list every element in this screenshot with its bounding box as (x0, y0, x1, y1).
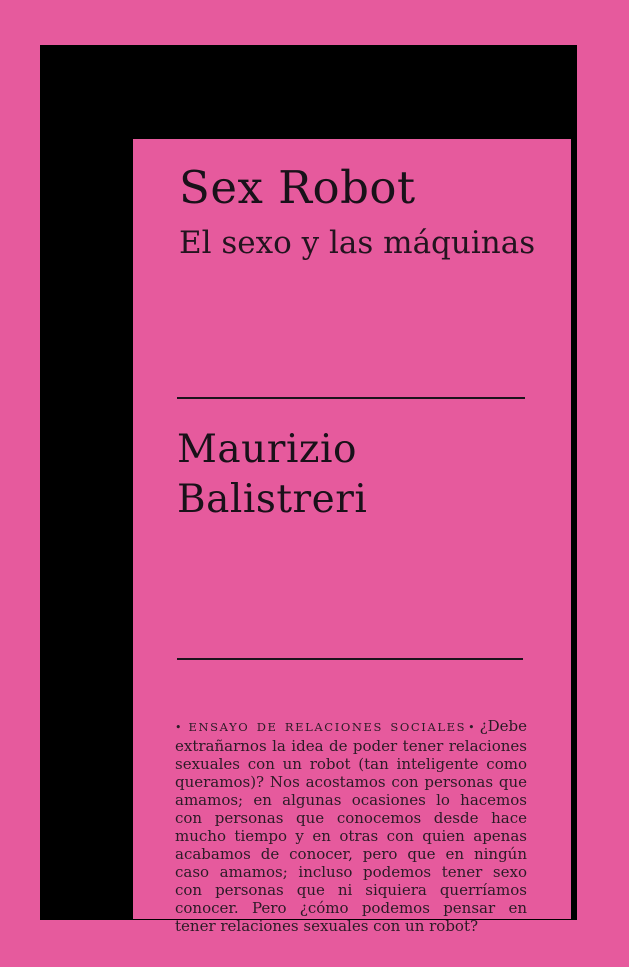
black-border-frame (40, 45, 577, 935)
back-blurb (175, 717, 527, 935)
series-bullet-icon: • (468, 721, 475, 734)
author-name-line1: Maurizio (177, 427, 357, 472)
series-bullet-icon: • (175, 721, 182, 734)
book-subtitle: El sexo y las máquinas (179, 225, 536, 261)
inner-cover-panel (133, 139, 571, 935)
series-label: ENSAYO DE RELACIONES SOCIALES (188, 720, 467, 734)
author-name (177, 425, 367, 525)
book-title: Sex Robot (179, 161, 416, 214)
author-name-line2: Balistreri (177, 477, 368, 522)
divider-rule-top (177, 397, 525, 399)
blurb-text: ¿Debe extrañarnos la idea de poder tener relaciones sexuales con un robot (tan inteligente como queramos)? Nos acostamos con personas que amamos; en algunas ocasiones lo hacemos con personas que conocemos desde hace mucho tiempo y en otras con quien apenas acabamos de conocer, pero que en ningún caso amamos; incluso podemos tener sexo con personas que ni siquiera querríamos conocer. Pero ¿cómo podemos pensar en tener relaciones sexuales con un robot? (175, 717, 527, 935)
divider-rule-bottom (177, 658, 523, 660)
